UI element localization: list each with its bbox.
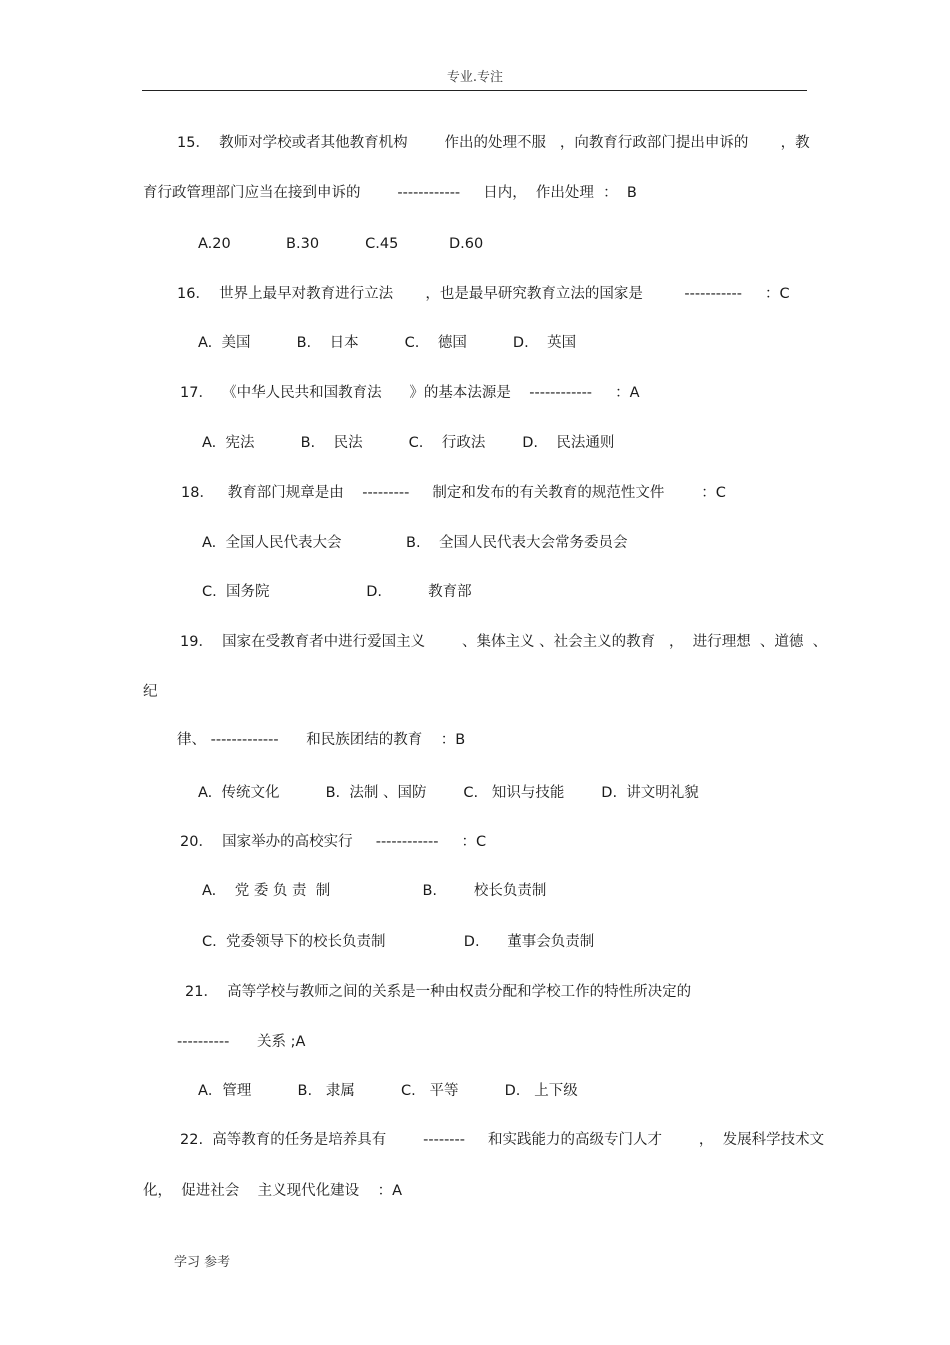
question-19-line-1: 19． 国家在受教育者中进行爱国主义 、集体主义 、社会主义的教育 ， 进行理想 、道德 、 (180, 634, 828, 650)
question-22-line-1: 22. 高等教育的任务是培养具有 -------- 和实践能力的高级专门人才 ， 发展科学技术文 (180, 1132, 825, 1148)
question-20-options-1: A. 党 委 负 责 制 B. 校长负责制 (202, 883, 547, 899)
question-18-options-1: A. 全国人民代表大会 B. 全国人民代表大会常务委员会 (202, 535, 628, 551)
page-header: 专业.专注 (446, 70, 504, 85)
question-20-options-2: C. 党委领导下的校长负责制 D. 董事会负责制 (202, 934, 595, 950)
question-20-line-1: 20． 国家举办的高校实行 ------------ ：C (180, 834, 487, 850)
question-16-options: A. 美国 B. 日本 C. 德国 D. 英国 (198, 335, 577, 351)
question-21-options: A．管理 B. 隶属 C. 平等 D. 上下级 (198, 1083, 578, 1099)
question-17-line-1: 17． 《中华人民共和国教育法 》的基本法源是 ------------ ：A (180, 385, 640, 401)
question-21-line-2: ---------- 关系 ;A (177, 1034, 306, 1050)
question-15-line-1: 15． 教师对学校或者其他教育机构 作出的处理不服 ，向教育行政部门提出申诉的 ，教 (177, 135, 810, 151)
question-19-options: A. 传统文化 B. 法制 、国防 C. 知识与技能 D. 讲文明礼貌 (198, 785, 699, 801)
question-15-options: A.20 B.30 C.45 D.60 (198, 236, 484, 252)
question-16-line-1: 16． 世界上最早对教育进行立法 ，也是最早研究教育立法的国家是 ----------- ：C (177, 286, 790, 302)
question-15-line-2: 育行政管理部门应当在接到申诉的 ------------ 日内， 作出处理 ： B (143, 185, 637, 201)
question-18-line-1: 18． 教育部门规章是由 --------- 制定和发布的有关教育的规范性文件 ：C (181, 485, 726, 501)
page-footer: 学习 参考 (174, 1255, 231, 1270)
question-19-line-3: 律、 ------------- 和民族团结的教育 ：B (177, 732, 466, 748)
question-22-line-2: 化， 促进社会 主义现代化建设 ：A (143, 1183, 403, 1199)
question-18-options-2: C. 国务院 D. 教育部 (202, 584, 472, 600)
question-17-options: A. 宪法 B. 民法 C. 行政法 D. 民法通则 (202, 435, 615, 451)
question-21-line-1: 21． 高等学校与教师之间的关系是一种由权责分配和学校工作的特性所决定的 (185, 984, 692, 1000)
question-19-line-2: 纪 (143, 684, 158, 700)
header-divider (142, 90, 807, 91)
